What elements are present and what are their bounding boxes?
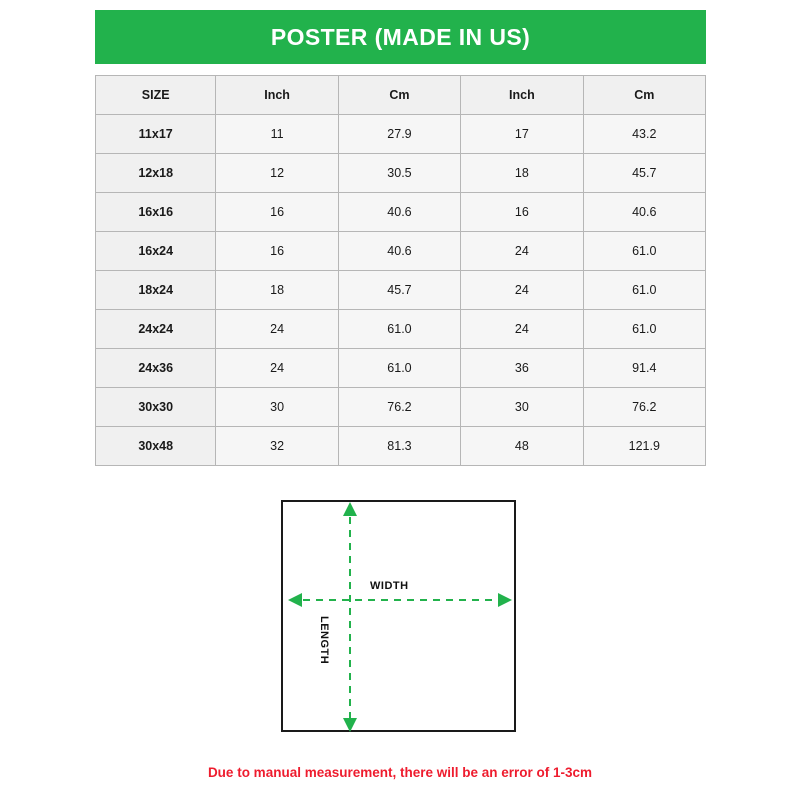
column-header-cm-length: Cm xyxy=(583,76,705,115)
cell-inch-width: 18 xyxy=(216,271,338,310)
cell-inch-length: 16 xyxy=(461,193,583,232)
cell-size: 18x24 xyxy=(96,271,216,310)
measurement-disclaimer: Due to manual measurement, there will be an error of 1-3cm xyxy=(207,765,593,780)
table-header xyxy=(96,76,706,115)
cell-size: 16x24 xyxy=(96,232,216,271)
cell-size: 11x17 xyxy=(96,115,216,154)
cell-inch-width: 11 xyxy=(216,115,338,154)
header-banner xyxy=(95,10,706,64)
cell-cm-length: 43.2 xyxy=(583,115,705,154)
cell-inch-length: 24 xyxy=(461,310,583,349)
cell-cm-width: 81.3 xyxy=(338,427,460,466)
page-title: POSTER (MADE IN US) xyxy=(270,23,531,50)
column-header-inch-length: Inch xyxy=(461,76,583,115)
cell-cm-length: 121.9 xyxy=(583,427,705,466)
cell-inch-length: 48 xyxy=(461,427,583,466)
size-chart-table xyxy=(95,75,706,466)
length-label: LENGTH xyxy=(318,612,330,668)
cell-cm-width: 61.0 xyxy=(338,349,460,388)
cell-cm-width: 45.7 xyxy=(338,271,460,310)
cell-cm-length: 61.0 xyxy=(583,271,705,310)
cell-inch-length: 18 xyxy=(461,154,583,193)
cell-cm-length: 45.7 xyxy=(583,154,705,193)
cell-cm-width: 30.5 xyxy=(338,154,460,193)
cell-cm-length: 91.4 xyxy=(583,349,705,388)
table-row xyxy=(96,427,706,466)
cell-inch-width: 24 xyxy=(216,349,338,388)
table-row xyxy=(96,232,706,271)
cell-size: 16x16 xyxy=(96,193,216,232)
cell-inch-length: 24 xyxy=(461,232,583,271)
cell-inch-width: 16 xyxy=(216,193,338,232)
cell-cm-length: 40.6 xyxy=(583,193,705,232)
cell-inch-length: 30 xyxy=(461,388,583,427)
table-header-row xyxy=(96,76,706,115)
column-header-size: SIZE xyxy=(96,76,216,115)
table-body xyxy=(96,115,706,466)
table-row xyxy=(96,193,706,232)
cell-cm-width: 27.9 xyxy=(338,115,460,154)
cell-inch-width: 12 xyxy=(216,154,338,193)
cell-cm-length: 61.0 xyxy=(583,310,705,349)
cell-inch-length: 24 xyxy=(461,271,583,310)
cell-size: 24x24 xyxy=(96,310,216,349)
cell-inch-width: 24 xyxy=(216,310,338,349)
table-row xyxy=(96,154,706,193)
cell-size: 24x36 xyxy=(96,349,216,388)
cell-size: 12x18 xyxy=(96,154,216,193)
cell-cm-width: 61.0 xyxy=(338,310,460,349)
cell-size: 30x30 xyxy=(96,388,216,427)
cell-cm-width: 40.6 xyxy=(338,193,460,232)
cell-inch-width: 32 xyxy=(216,427,338,466)
cell-cm-width: 40.6 xyxy=(338,232,460,271)
width-label: WIDTH xyxy=(366,580,413,592)
column-header-inch-width: Inch xyxy=(216,76,338,115)
table-row xyxy=(96,271,706,310)
table-row xyxy=(96,349,706,388)
table-row xyxy=(96,310,706,349)
cell-cm-length: 76.2 xyxy=(583,388,705,427)
cell-cm-length: 61.0 xyxy=(583,232,705,271)
cell-inch-width: 30 xyxy=(216,388,338,427)
column-header-cm-width: Cm xyxy=(338,76,460,115)
table-row xyxy=(96,115,706,154)
cell-inch-length: 17 xyxy=(461,115,583,154)
cell-size: 30x48 xyxy=(96,427,216,466)
table-row xyxy=(96,388,706,427)
cell-cm-width: 76.2 xyxy=(338,388,460,427)
cell-inch-length: 36 xyxy=(461,349,583,388)
cell-inch-width: 16 xyxy=(216,232,338,271)
measurement-arrows xyxy=(270,490,530,745)
